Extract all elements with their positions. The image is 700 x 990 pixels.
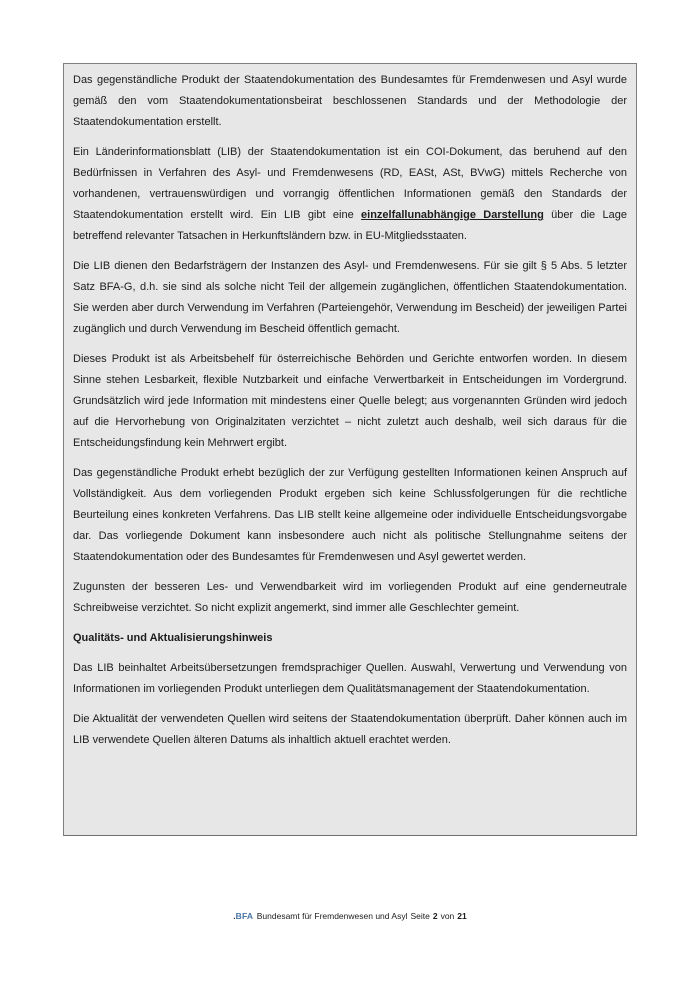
text-segment: Qualitäts- und Aktualisierungshinweis [73, 632, 273, 644]
text-segment: Das gegenständliche Produkt der Staatendokumentation des Bundesamtes für Fremdenwesen und Asyl wurde gemäß den vom Staatendokumentationsbeirat beschlossenen Standards und der Methodologie der Staatendokumentation erstellt. [73, 74, 627, 128]
section-heading [73, 628, 627, 649]
footer-von-label: von [440, 911, 455, 921]
text-segment: Das LIB beinhaltet Arbeitsübersetzungen fremdsprachiger Quellen. Auswahl, Verwertung und Verwendung von Informationen im vorliegenden Produkt unterliegen dem Qualitätsmanagement der Staatendokumentation. [73, 662, 627, 695]
page-footer [0, 910, 700, 922]
text-segment: über die Lage betreffend relevanter Tatsachen in Herkunftsländern bzw. in EU-Mitgliedsstaaten. [73, 209, 627, 242]
paragraph [73, 349, 627, 454]
text-segment: Die LIB dienen den Bedarfsträgern der Instanzen des Asyl- und Fremdenwesens. Für sie gilt § 5 Abs. 5 letzter Satz BFA-G, d.h. sie sind als solche nicht Teil der allgemein zugänglichen, öffentlichen Staatendokumentation. Sie werden aber durch Verwendung im Verfahren (Parteiengehör, Verwendung im Bescheid) der jeweiligen Partei zugänglich und durch Verwendung im Bescheid öffentlich gemacht. [73, 260, 627, 335]
footer-page-total: 21 [457, 911, 467, 921]
emphasized-text: einzelfallunabhängige Darstellung [361, 209, 544, 221]
text-segment: Zugunsten der besseren Les- und Verwendbarkeit wird im vorliegenden Produkt auf eine genderneutrale Schreibweise verzichtet. So nicht explizit angemerkt, sind immer alle Geschlechter gemeint. [73, 581, 627, 614]
text-segment: Das gegenständliche Produkt erhebt bezüglich der zur Verfügung gestellten Informationen keinen Anspruch auf Vollständigkeit. Aus dem vorliegenden Produkt ergeben sich keine Schlussfolgerungen für die rechtliche Beurteilung eines konkreten Verfahrens. Das LIB stellt keine allgemeine oder individuelle Entscheidungsvorgabe dar. Das vorliegende Dokument kann insbesondere auch nicht als politische Stellungnahme seitens der Staatendokumentation oder des Bundesamtes für Fremdenwesen und Asyl gewertet werden. [73, 467, 627, 563]
paragraph [73, 577, 627, 619]
paragraph [73, 256, 627, 340]
footer-org-text: Bundesamt für Fremdenwesen und Asyl [256, 911, 408, 921]
footer-page-current: 2 [432, 911, 438, 921]
text-segment: Dieses Produkt ist als Arbeitsbehelf für österreichische Behörden und Gerichte entworfen worden. In diesem Sinne stehen Lesbarkeit, flexible Nutzbarkeit und einfache Verwertbarkeit in Entscheidungen im Vordergrund. Grundsätzlich wird jede Information mit mindestens einer Quelle belegt; aus vorgenannten Gründen wird jedoch auf die Hervorhebung von Originalzitaten verzichtet – nicht zuletzt auch deshalb, weil sich daraus für die Entscheidungsfindung kein Mehrwert ergibt. [73, 353, 627, 449]
bfa-logo [233, 911, 253, 921]
bfa-logo-text: BFA [235, 911, 254, 921]
disclaimer-box [63, 63, 637, 836]
paragraph [73, 463, 627, 568]
bfa-logo-dot-icon: . [233, 911, 236, 921]
text-segment: Die Aktualität der verwendeten Quellen wird seitens der Staatendokumentation überprüft. Daher können auch im LIB verwendete Quellen älteren Datums als inhaltlich aktuell erachtet werden. [73, 713, 627, 746]
footer-seite-label: Seite [410, 911, 430, 921]
paragraph [73, 709, 627, 751]
paragraph [73, 70, 627, 133]
paragraph [73, 142, 627, 247]
paragraph [73, 658, 627, 700]
text-segment: Ein Länderinformationsblatt (LIB) der Staatendokumentation ist ein COI-Dokument, das beruhend auf den Bedürfnissen in Verfahren des Asyl- und Fremdenwesens (RD, EASt, ASt, BVwG) mittels Recherche von vorhandenen, vertrauenswürdigen und vorrangig öffentlichen Informationen gemäß den Standards der Staatendokumentation erstellt wird. Ein LIB gibt eine [73, 146, 627, 221]
